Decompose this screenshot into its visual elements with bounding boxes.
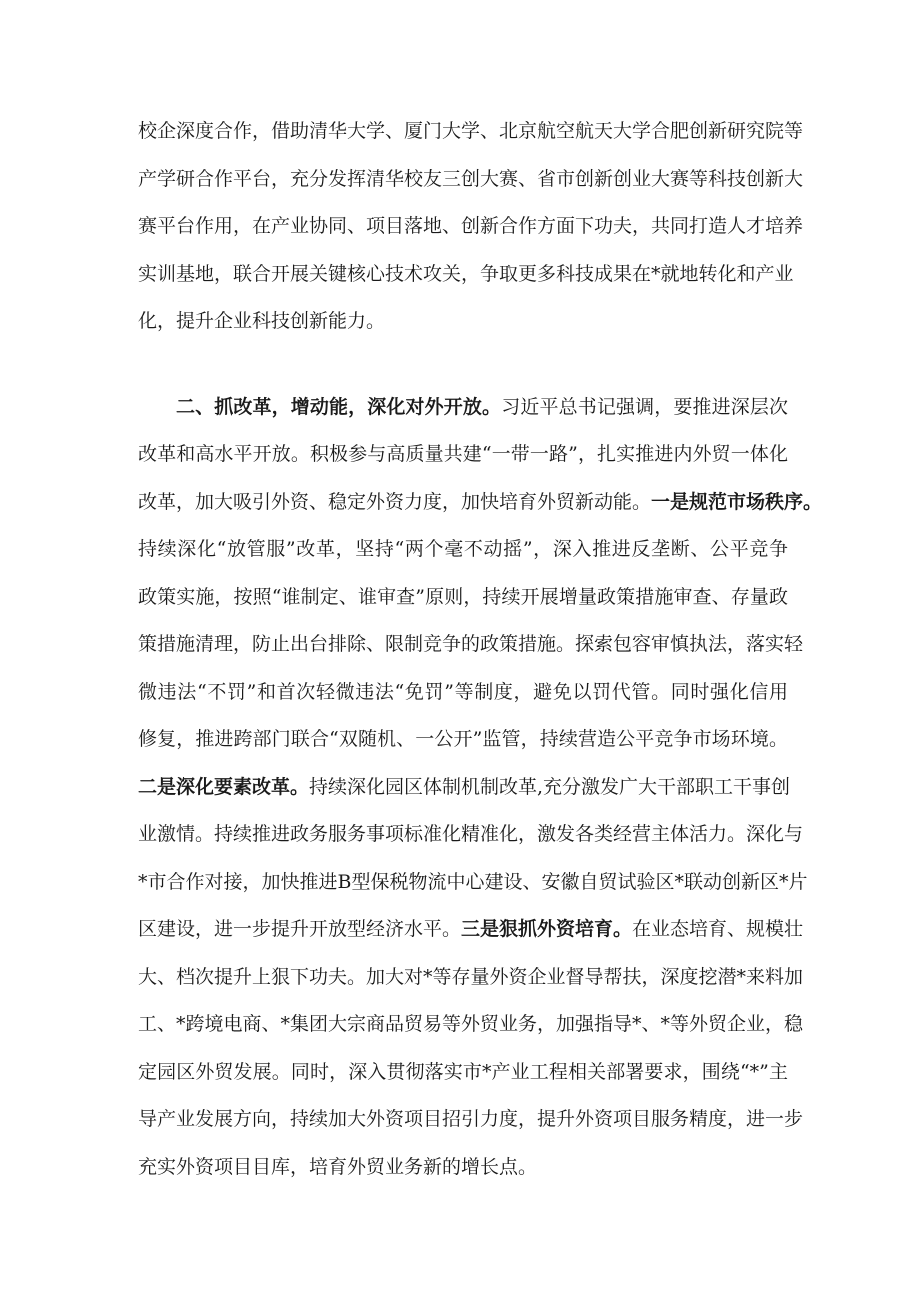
- text-line: [138, 906, 804, 954]
- text-line: 策措施清理，防止出台排除、限制竞争的政策措施。探索包容审慎执法，落实轻: [138, 633, 804, 655]
- text-line: 产学研合作平台，充分发挥清华校友三创大赛、省市创新创业大赛等科技创新大: [138, 167, 804, 190]
- text-line: 微违法“不罚”和首次轻微违法“免罚”等制度，避免以罚代管。同时强化信用: [138, 680, 788, 703]
- text-line: 业激情。持续推进政务服务事项标准化精准化，激发各类经营主体活力。深化与: [138, 823, 804, 845]
- text-line: 赛平台作用，在产业协同、项目落地、创新合作方面下功夫，共同打造人才培养: [138, 215, 804, 237]
- text-line: 工、*跨境电商、*集团大宗商品贸易等外贸业务，加强指导*、*等外贸企业，稳: [138, 1013, 804, 1035]
- text-line: 导产业发展方向，持续加大外资项目招引力度，提升外资项目服务精度，进一步: [138, 1108, 804, 1130]
- text-line: 校企深度合作，借助清华大学、厦门大学、北京航空航天大学合肥创新研究院等: [138, 120, 804, 142]
- text-line: 政策实施，按照“谁制定、谁审查”原则，持续开展增量政策措施审查、存量政: [138, 585, 788, 608]
- text-line: [138, 479, 823, 527]
- paragraph-spacer: [138, 346, 788, 384]
- text-line: 化，提升企业科技创新能力。: [138, 310, 386, 332]
- paragraph-1: [138, 108, 804, 346]
- text-line: 定园区外贸发展。同时，深入贯彻落实市*产业工程相关部署要求，围绕“*”主: [138, 1060, 788, 1083]
- text-line: 持续深化“放管服”改革，坚持“两个毫不动摇”，深入推进反垄断、公平竞争: [138, 538, 788, 560]
- text-line: 大、档次提升上狠下功夫。加大对*等存量外资企业督导帮扶，深度挖潜*来料加: [138, 965, 804, 988]
- subsection-heading: 二是深化要素改革。: [138, 775, 310, 798]
- subsection-heading: 一是规范市场秩序。: [651, 490, 823, 513]
- text-line: 充实外资项目目库，培育外贸业务新的增长点。: [138, 1155, 538, 1178]
- subsection-heading: 三是狠抓外资培育。: [461, 918, 633, 940]
- text-line: [138, 384, 788, 432]
- document-page: [138, 108, 823, 1191]
- inline-text: 习近平总书记强调，要推进深层次: [501, 395, 788, 418]
- text-line: 改革和高水平开放。积极参与高质量共建“一带一路”，扎实推进内外贸一体化: [138, 443, 788, 465]
- inline-text: 改革，加大吸引外资、稳定外资力度，加快培育外贸新动能。: [138, 490, 652, 513]
- text-line: [138, 764, 791, 812]
- paragraph-2: [138, 384, 823, 1192]
- inline-text: 持续深化园区体制机制改革,充分激发广大干部职工干事创: [309, 775, 791, 798]
- section-heading: 二、抓改革，增动能，深化对外开放。: [176, 395, 502, 418]
- inline-text: 在业态培育、规模壮: [632, 918, 804, 940]
- inline-text: 区建设，进一步提升开放型经济水平。: [138, 918, 462, 940]
- text-line: 实训基地，联合开展关键核心技术攻关，争取更多科技成果在*就地转化和产业: [138, 262, 794, 285]
- text-line: 修复，推进跨部门联合“双随机、一公开”监管，持续营造公平竞争市场环境。: [138, 728, 788, 750]
- text-line: *市合作对接，加快推进B型保税物流中心建设、安徽自贸试验区*联动创新区*片: [138, 870, 808, 893]
